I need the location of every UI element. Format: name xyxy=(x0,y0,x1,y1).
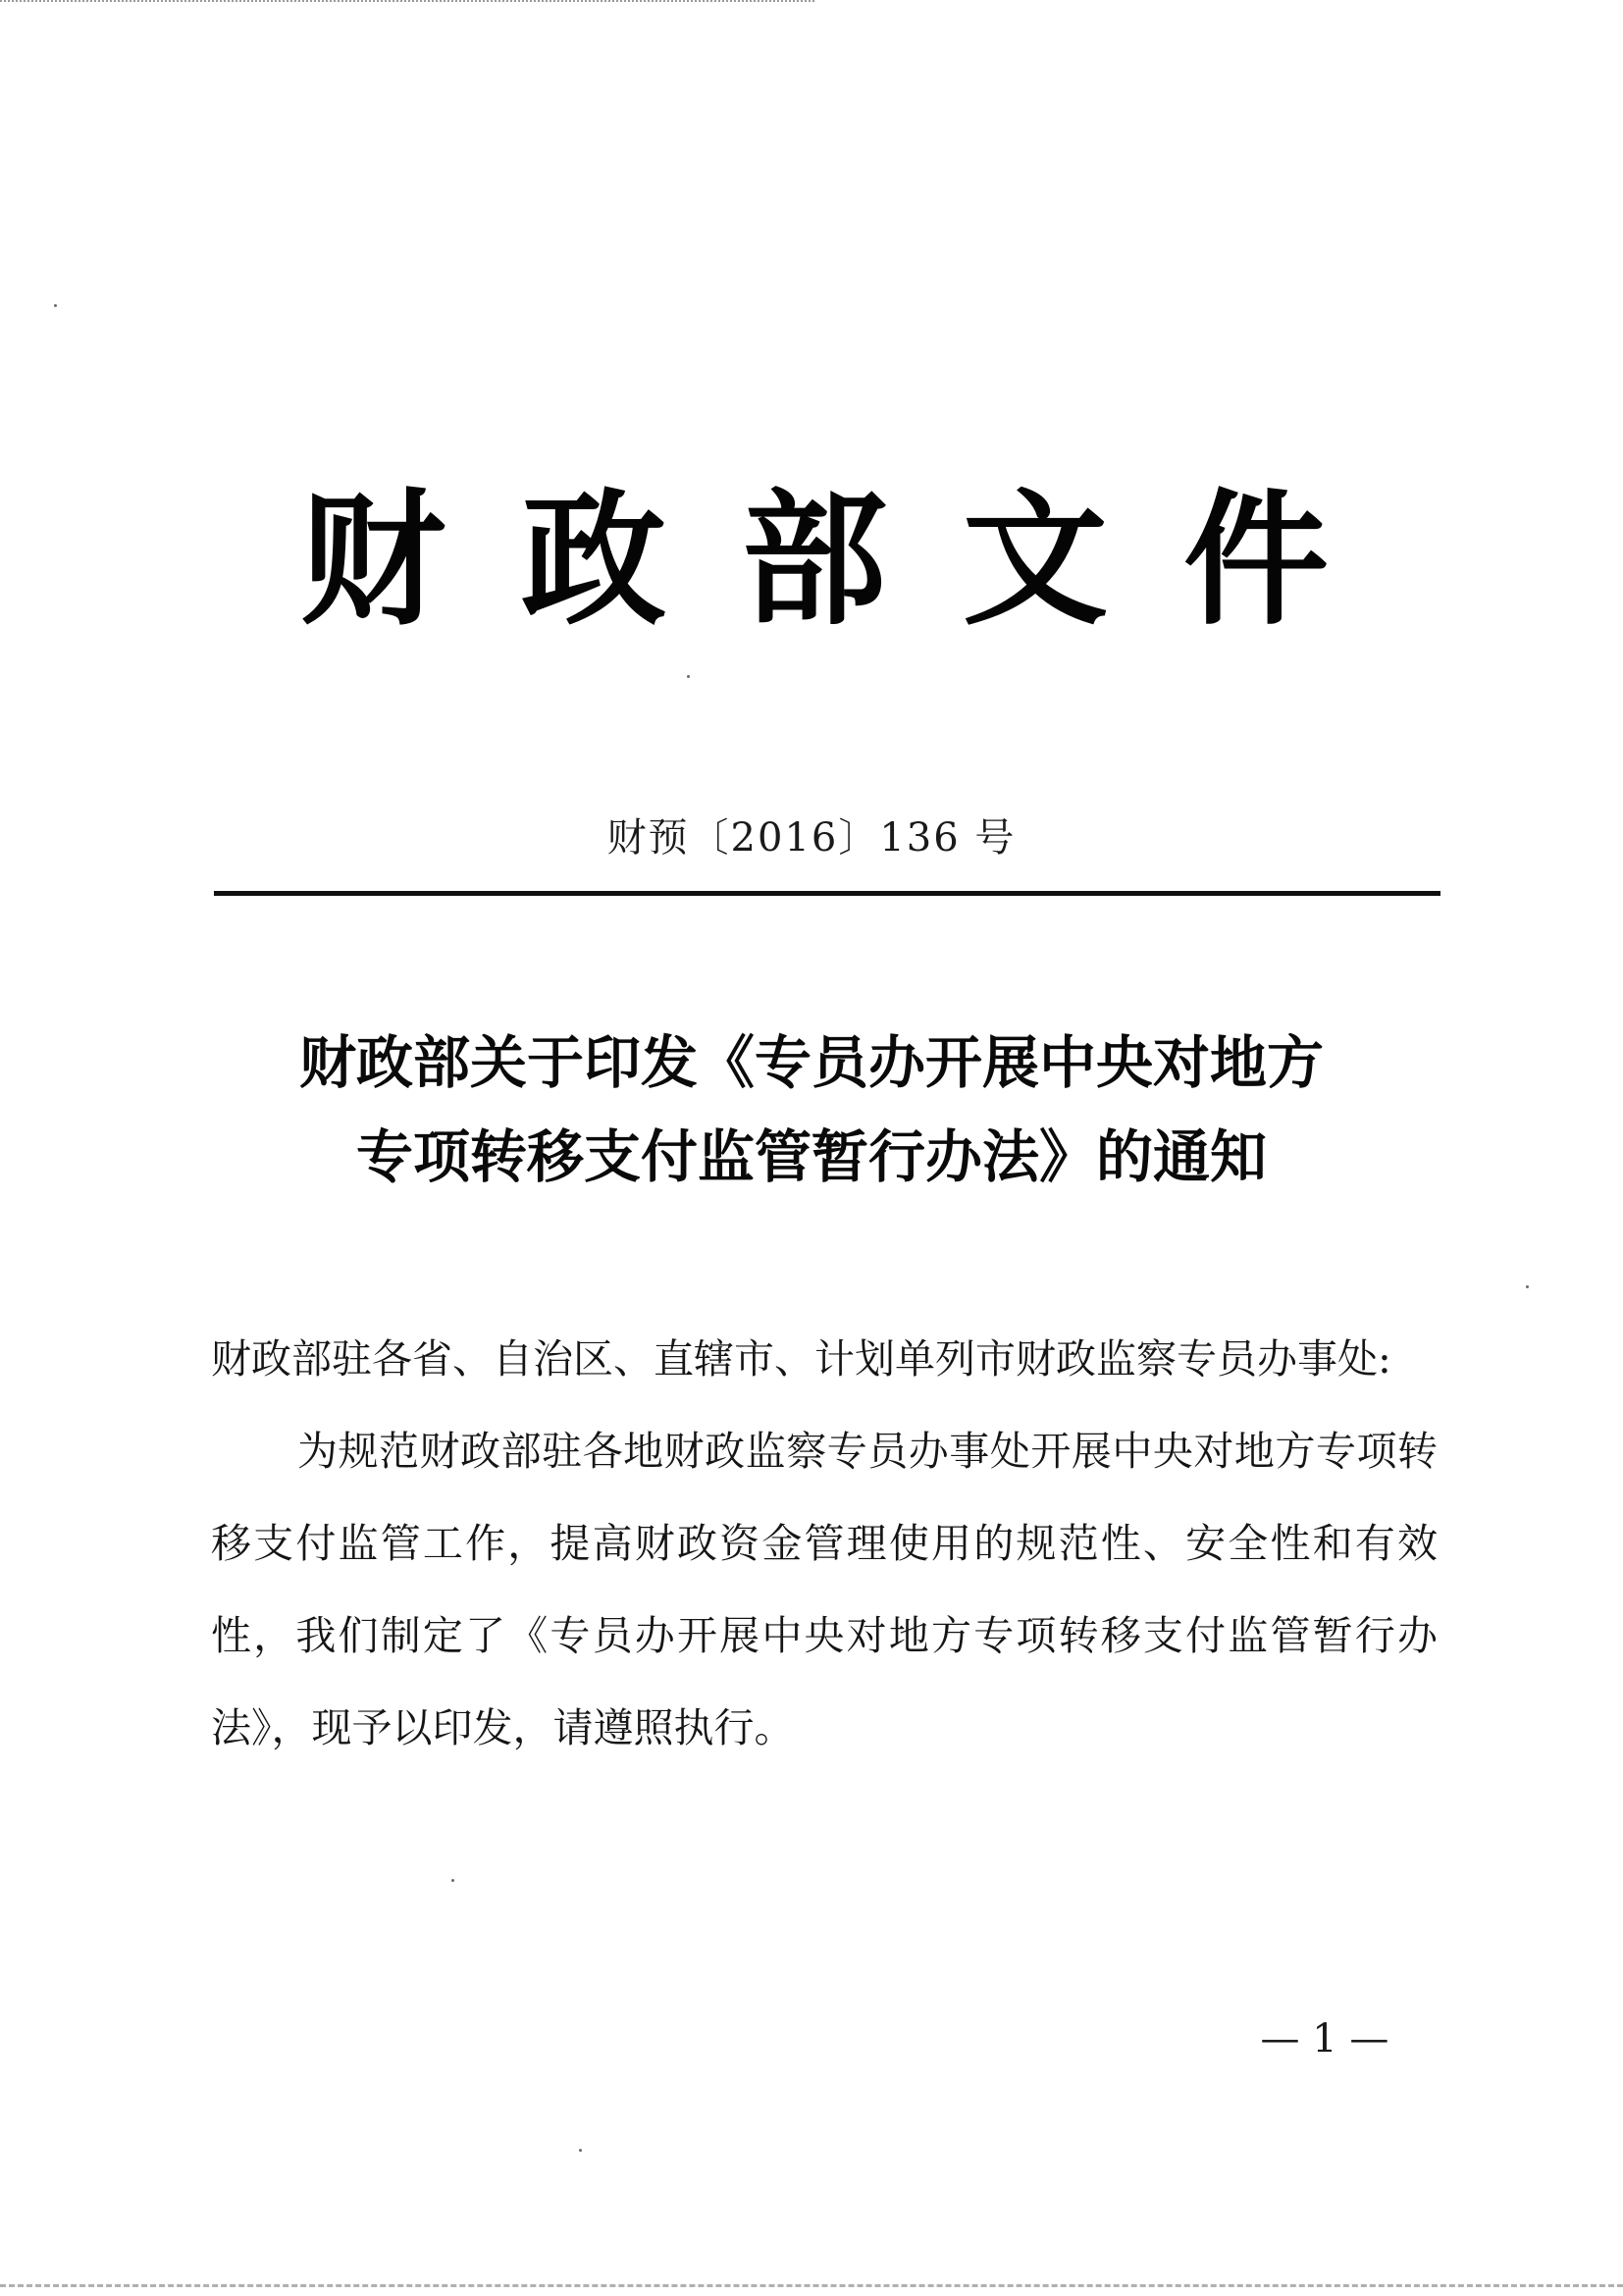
scan-speck xyxy=(687,675,690,678)
scan-speck xyxy=(1526,1285,1529,1288)
scan-speck xyxy=(54,304,57,307)
addressee: 财政部驻各省、自治区、直辖市、计划单列市财政监察专员办事处: xyxy=(211,1335,1391,1383)
scan-edge-top xyxy=(0,0,814,2)
document-body xyxy=(211,1313,1438,1774)
header-char: 文 xyxy=(963,474,1108,645)
scan-speck xyxy=(579,2149,582,2152)
page-number: — 1 — xyxy=(1260,2016,1389,2061)
scan-edge-bottom xyxy=(0,2284,1623,2287)
document-title xyxy=(0,1016,1623,1204)
header-char: 政 xyxy=(521,474,666,645)
body-paragraph: 为规范财政部驻各地财政监察专员办事处开展中央对地方专项转移支付监管工作，提高财政资金管理使用的规范性、安全性和有效性，我们制定了《专员办开展中央对地方专项转移支付监管暂行办法》，现予以印发，请遵照执行。 xyxy=(211,1428,1438,1751)
title-line-2: 专项转移支付监管暂行办法》的通知 xyxy=(355,1123,1267,1190)
header-char: 财 xyxy=(300,474,445,645)
document-header xyxy=(294,461,1335,657)
title-line-1: 财政部关于印发《专员办开展中央对地方 xyxy=(298,1029,1324,1096)
document-number: 财预〔2016〕136 号 xyxy=(606,815,1017,861)
header-char: 件 xyxy=(1183,474,1329,645)
scan-speck xyxy=(451,1879,454,1882)
header-divider xyxy=(214,891,1440,896)
header-char: 部 xyxy=(742,474,887,645)
